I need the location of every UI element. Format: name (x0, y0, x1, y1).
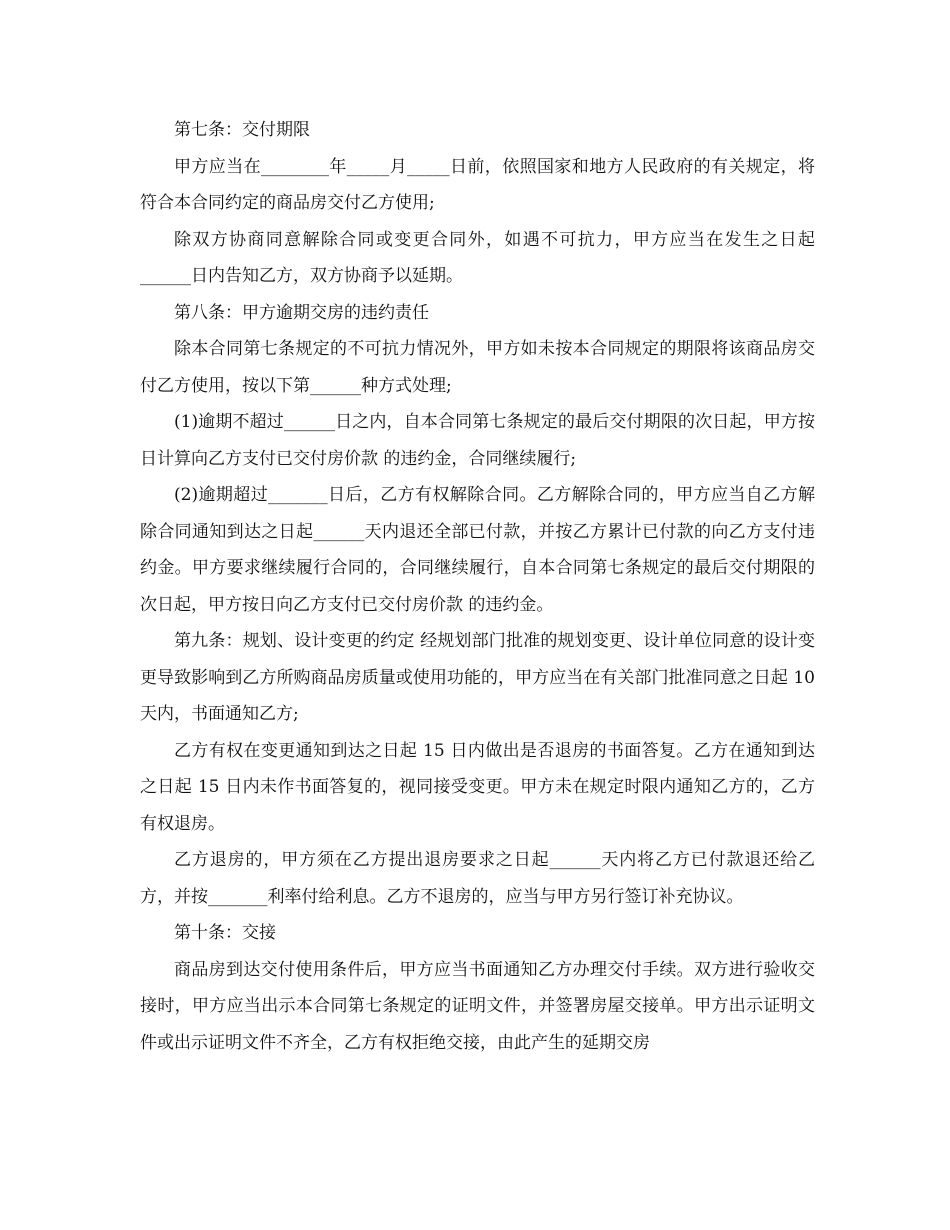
paragraph: (2)逾期超过_______日后，乙方有权解除合同。乙方解除合同的，甲方应当自乙方解除合同通知到达之日起______天内退还全部已付款，并按乙方累计已付款的向乙方支付违约金。甲方要求继续履行合同的，合同继续履行，自本合同第七条规定的最后交付期限的次日起，甲方按日向乙方支付已交付房价款 的违约金。 (140, 485, 815, 615)
article-8-heading: 第八条：甲方逾期交房的违约责任 (174, 302, 429, 323)
paragraph: 甲方应当在________年_____月_____日前，依照国家和地方人民政府的有关规定，将符合本合同约定的商品房交付乙方使用; (140, 156, 815, 213)
article-10-heading: 第十条：交接 (174, 923, 276, 943)
paragraph: 商品房到达交付使用条件后，甲方应当书面通知乙方办理交付手续。双方进行验收交接时，甲方应当出示本合同第七条规定的证明文件，并签署房屋交接单。甲方出示证明文件或出示证明文件不齐全，乙方有权拒绝交接，由此产生的延期交房 (140, 959, 815, 1053)
article-7-heading: 第七条：交付期限 (174, 120, 310, 140)
article-9-heading: 第九条：规划、设计变更的约定 经规划部门批准的规划变更、设计单位同意的设计变更导致影响到乙方所购商品房质量或使用功能的，甲方应当在有关部门批准同意之日起 10 天内，书面通知乙方; (140, 631, 815, 724)
paragraph: (1)逾期不超过______日之内，自本合同第七条规定的最后交付期限的次日起，甲方按日计算向乙方支付已交付房价款 的违约金，合同继续履行; (140, 412, 815, 469)
paragraph: 除双方协商同意解除合同或变更合同外，如遇不可抗力，甲方应当在发生之日起______日内告知乙方，双方协商予以延期。 (140, 229, 815, 286)
paragraph: 乙方退房的，甲方须在乙方提出退房要求之日起______天内将乙方已付款退还给乙方，并按_______利率付给利息。乙方不退房的，应当与甲方另行签订补充协议。 (140, 850, 815, 907)
paragraph: 除本合同第七条规定的不可抗力情况外，甲方如未按本合同规定的期限将该商品房交付乙方使用，按以下第______种方式处理; (140, 339, 815, 396)
paragraph: 乙方有权在变更通知到达之日起 15 日内做出是否退房的书面答复。乙方在通知到达之日起 15 日内未作书面答复的，视同接受变更。甲方未在规定时限内通知乙方的，乙方有权退房。 (140, 740, 815, 834)
document-page (140, 112, 815, 1061)
